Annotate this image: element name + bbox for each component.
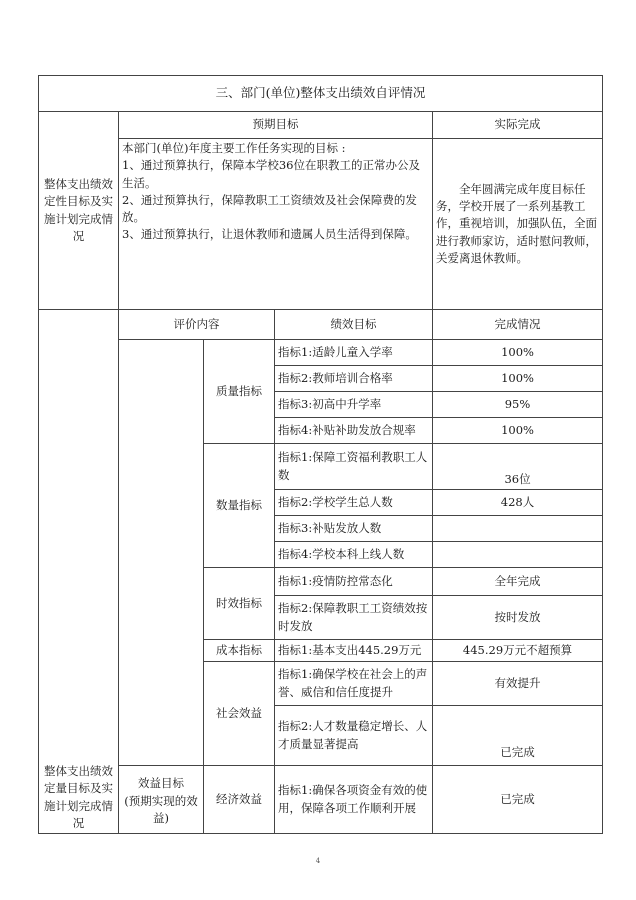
completion-status-header: 完成情况 — [433, 310, 603, 340]
benefit-goal-title: 效益目标 — [138, 776, 184, 791]
performance-target-header: 绩效目标 — [275, 310, 433, 340]
indicator-status: 100% — [433, 418, 603, 444]
quantity-indicator-label: 数量指标 — [204, 444, 275, 568]
expected-goal-text: 本部门(单位)年度主要工作任务实现的目标 : 1、通过预算执行，保障本学校36位在职教工的正常办公及生活。 2、通过预算执行，保障教职工工资绩效及社会保障费的发放。 3、通过预算执行，让退休教师和遗属人员生活得到保障。 — [119, 139, 433, 310]
indicator-status — [433, 542, 603, 568]
indicator-status: 445.29万元不超预算 — [433, 640, 603, 662]
indicator-status: 已完成 — [433, 766, 603, 834]
indicator-status: 有效提升 — [433, 662, 603, 706]
economic-benefit-label: 经济效益 — [204, 766, 275, 834]
timeliness-indicator-label: 时效指标 — [204, 568, 275, 640]
indicator-status: 95% — [433, 392, 603, 418]
actual-completion-header: 实际完成 — [433, 112, 603, 139]
section-title-row — [39, 76, 603, 112]
table-row — [39, 340, 603, 366]
performance-table — [38, 75, 603, 834]
page-number: 4 — [315, 857, 321, 865]
indicator-target: 指标4:学校本科上线人数 — [275, 542, 433, 568]
indicator-target: 指标4:补贴补助发放合规率 — [275, 418, 433, 444]
indicator-target: 指标1:基本支出445.29万元 — [275, 640, 433, 662]
indicator-target: 指标1:保障工资福利教职工人数 — [275, 444, 433, 490]
indicator-status: 428人 — [433, 490, 603, 516]
indicator-status: 100% — [433, 366, 603, 392]
table-row — [39, 766, 603, 830]
indicator-status: 按时发放 — [433, 596, 603, 640]
section-title: 三、部门(单位)整体支出绩效自评情况 — [39, 76, 603, 112]
qualitative-content-row — [39, 139, 603, 310]
indicator-status: 36位 — [433, 444, 603, 490]
benefit-goal-subtitle: (预期实现的效益) — [124, 793, 198, 825]
cost-indicator-label: 成本指标 — [204, 640, 275, 662]
indicator-target: 指标1:适龄儿童入学率 — [275, 340, 433, 366]
actual-completion-text: 全年圆满完成年度目标任务，学校开展了一系列基教工作，重视培训，加强队伍，全面进行教师家访，适时慰问教师，关爱离退休教师。 — [433, 139, 603, 310]
indicator-target: 指标3:初高中升学率 — [275, 392, 433, 418]
qualitative-header-row — [39, 112, 603, 139]
indicator-status: 100% — [433, 340, 603, 366]
quantitative-row-label: 整体支出绩效定量目标及实施计划完成情况 — [39, 310, 119, 834]
social-benefit-label: 社会效益 — [204, 662, 275, 766]
benefit-goal-label — [119, 766, 204, 834]
blank-cell — [119, 340, 204, 766]
indicator-status: 已完成 — [433, 706, 603, 766]
evaluation-content-header: 评价内容 — [119, 310, 275, 340]
indicator-status: 全年完成 — [433, 568, 603, 596]
quantitative-header-row — [39, 310, 603, 340]
indicator-status — [433, 516, 603, 542]
indicator-target: 指标2:保障教职工工资绩效按时发放 — [275, 596, 433, 640]
qualitative-row-label: 整体支出绩效定性目标及实施计划完成情况 — [39, 112, 119, 310]
indicator-target: 指标2:学校学生总人数 — [275, 490, 433, 516]
expected-goal-header: 预期目标 — [119, 112, 433, 139]
indicator-target: 指标2:人才数量稳定增长、人才质量显著提高 — [275, 706, 433, 766]
indicator-target: 指标1:确保学校在社会上的声誉、威信和信任度提升 — [275, 662, 433, 706]
quality-indicator-label: 质量指标 — [204, 340, 275, 444]
indicator-target: 指标3:补贴发放人数 — [275, 516, 433, 542]
indicator-target: 指标1:确保各项资金有效的使用，保障各项工作顺利开展 — [275, 766, 433, 834]
indicator-target: 指标1:疫情防控常态化 — [275, 568, 433, 596]
indicator-target: 指标2:教师培训合格率 — [275, 366, 433, 392]
